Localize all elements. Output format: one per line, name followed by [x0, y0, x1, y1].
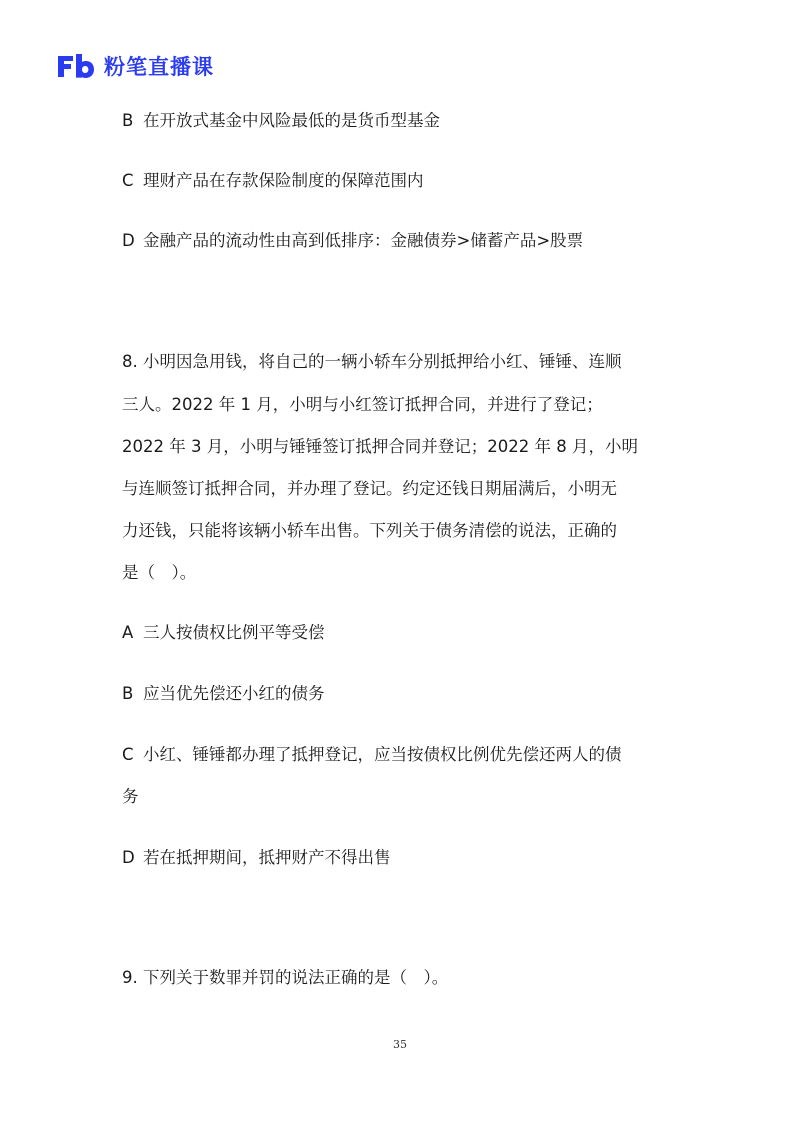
option-text: 三人按债权比例平等受偿 — [143, 623, 325, 642]
page-number: 35 — [393, 1038, 407, 1051]
option-text: 若在抵押期间，抵押财产不得出售 — [143, 848, 391, 867]
option-label: D — [122, 231, 135, 250]
option-line — [122, 171, 424, 191]
question-stem-line: 与连顺签订抵押合同，并办理了登记。约定还钱日期届满后，小明无 — [122, 479, 617, 498]
option-line — [122, 111, 440, 131]
option-label: C — [122, 745, 134, 764]
option-text: 在开放式基金中风险最低的是货币型基金 — [143, 111, 440, 130]
question-stem-line: 三人。2022 年 1 月，小明与小红签订抵押合同，并进行了登记； — [122, 395, 603, 414]
option-text: 金融产品的流动性由高到低排序：金融债券>储蓄产品>股票 — [143, 231, 584, 250]
fb-logo-icon — [56, 53, 96, 79]
question-stem-line: 是（ ）。 — [122, 563, 197, 582]
brand-title: 粉笔直播课 — [104, 55, 214, 79]
option-continuation-line: 务 — [122, 787, 139, 806]
question-stem-line: 2022 年 3 月，小明与锤锤签订抵押合同并登记；2022 年 8 月，小明 — [122, 437, 638, 456]
option-line — [122, 231, 583, 251]
option-line — [122, 684, 325, 704]
option-line — [122, 745, 622, 765]
option-line — [122, 623, 325, 643]
option-text: 小红、锤锤都办理了抵押登记，应当按债权比例优先偿还两人的债 — [143, 745, 622, 764]
option-text: 理财产品在存款保险制度的保障范围内 — [143, 171, 424, 190]
question-stem-line: 9. 下列关于数罪并罚的说法正确的是（ ）。 — [122, 968, 449, 987]
header — [56, 50, 214, 82]
option-label: B — [122, 111, 134, 130]
option-text: 应当优先偿还小红的债务 — [143, 684, 325, 703]
option-label: A — [122, 623, 134, 642]
option-label: C — [122, 171, 134, 190]
question-stem-line: 8. 小明因急用钱，将自己的一辆小轿车分别抵押给小红、锤锤、连顺 — [122, 352, 622, 371]
option-line — [122, 848, 391, 868]
option-label: B — [122, 684, 134, 703]
option-label: D — [122, 848, 135, 867]
question-stem-line: 力还钱，只能将该辆小轿车出售。下列关于债务清偿的说法，正确的 — [122, 521, 617, 540]
